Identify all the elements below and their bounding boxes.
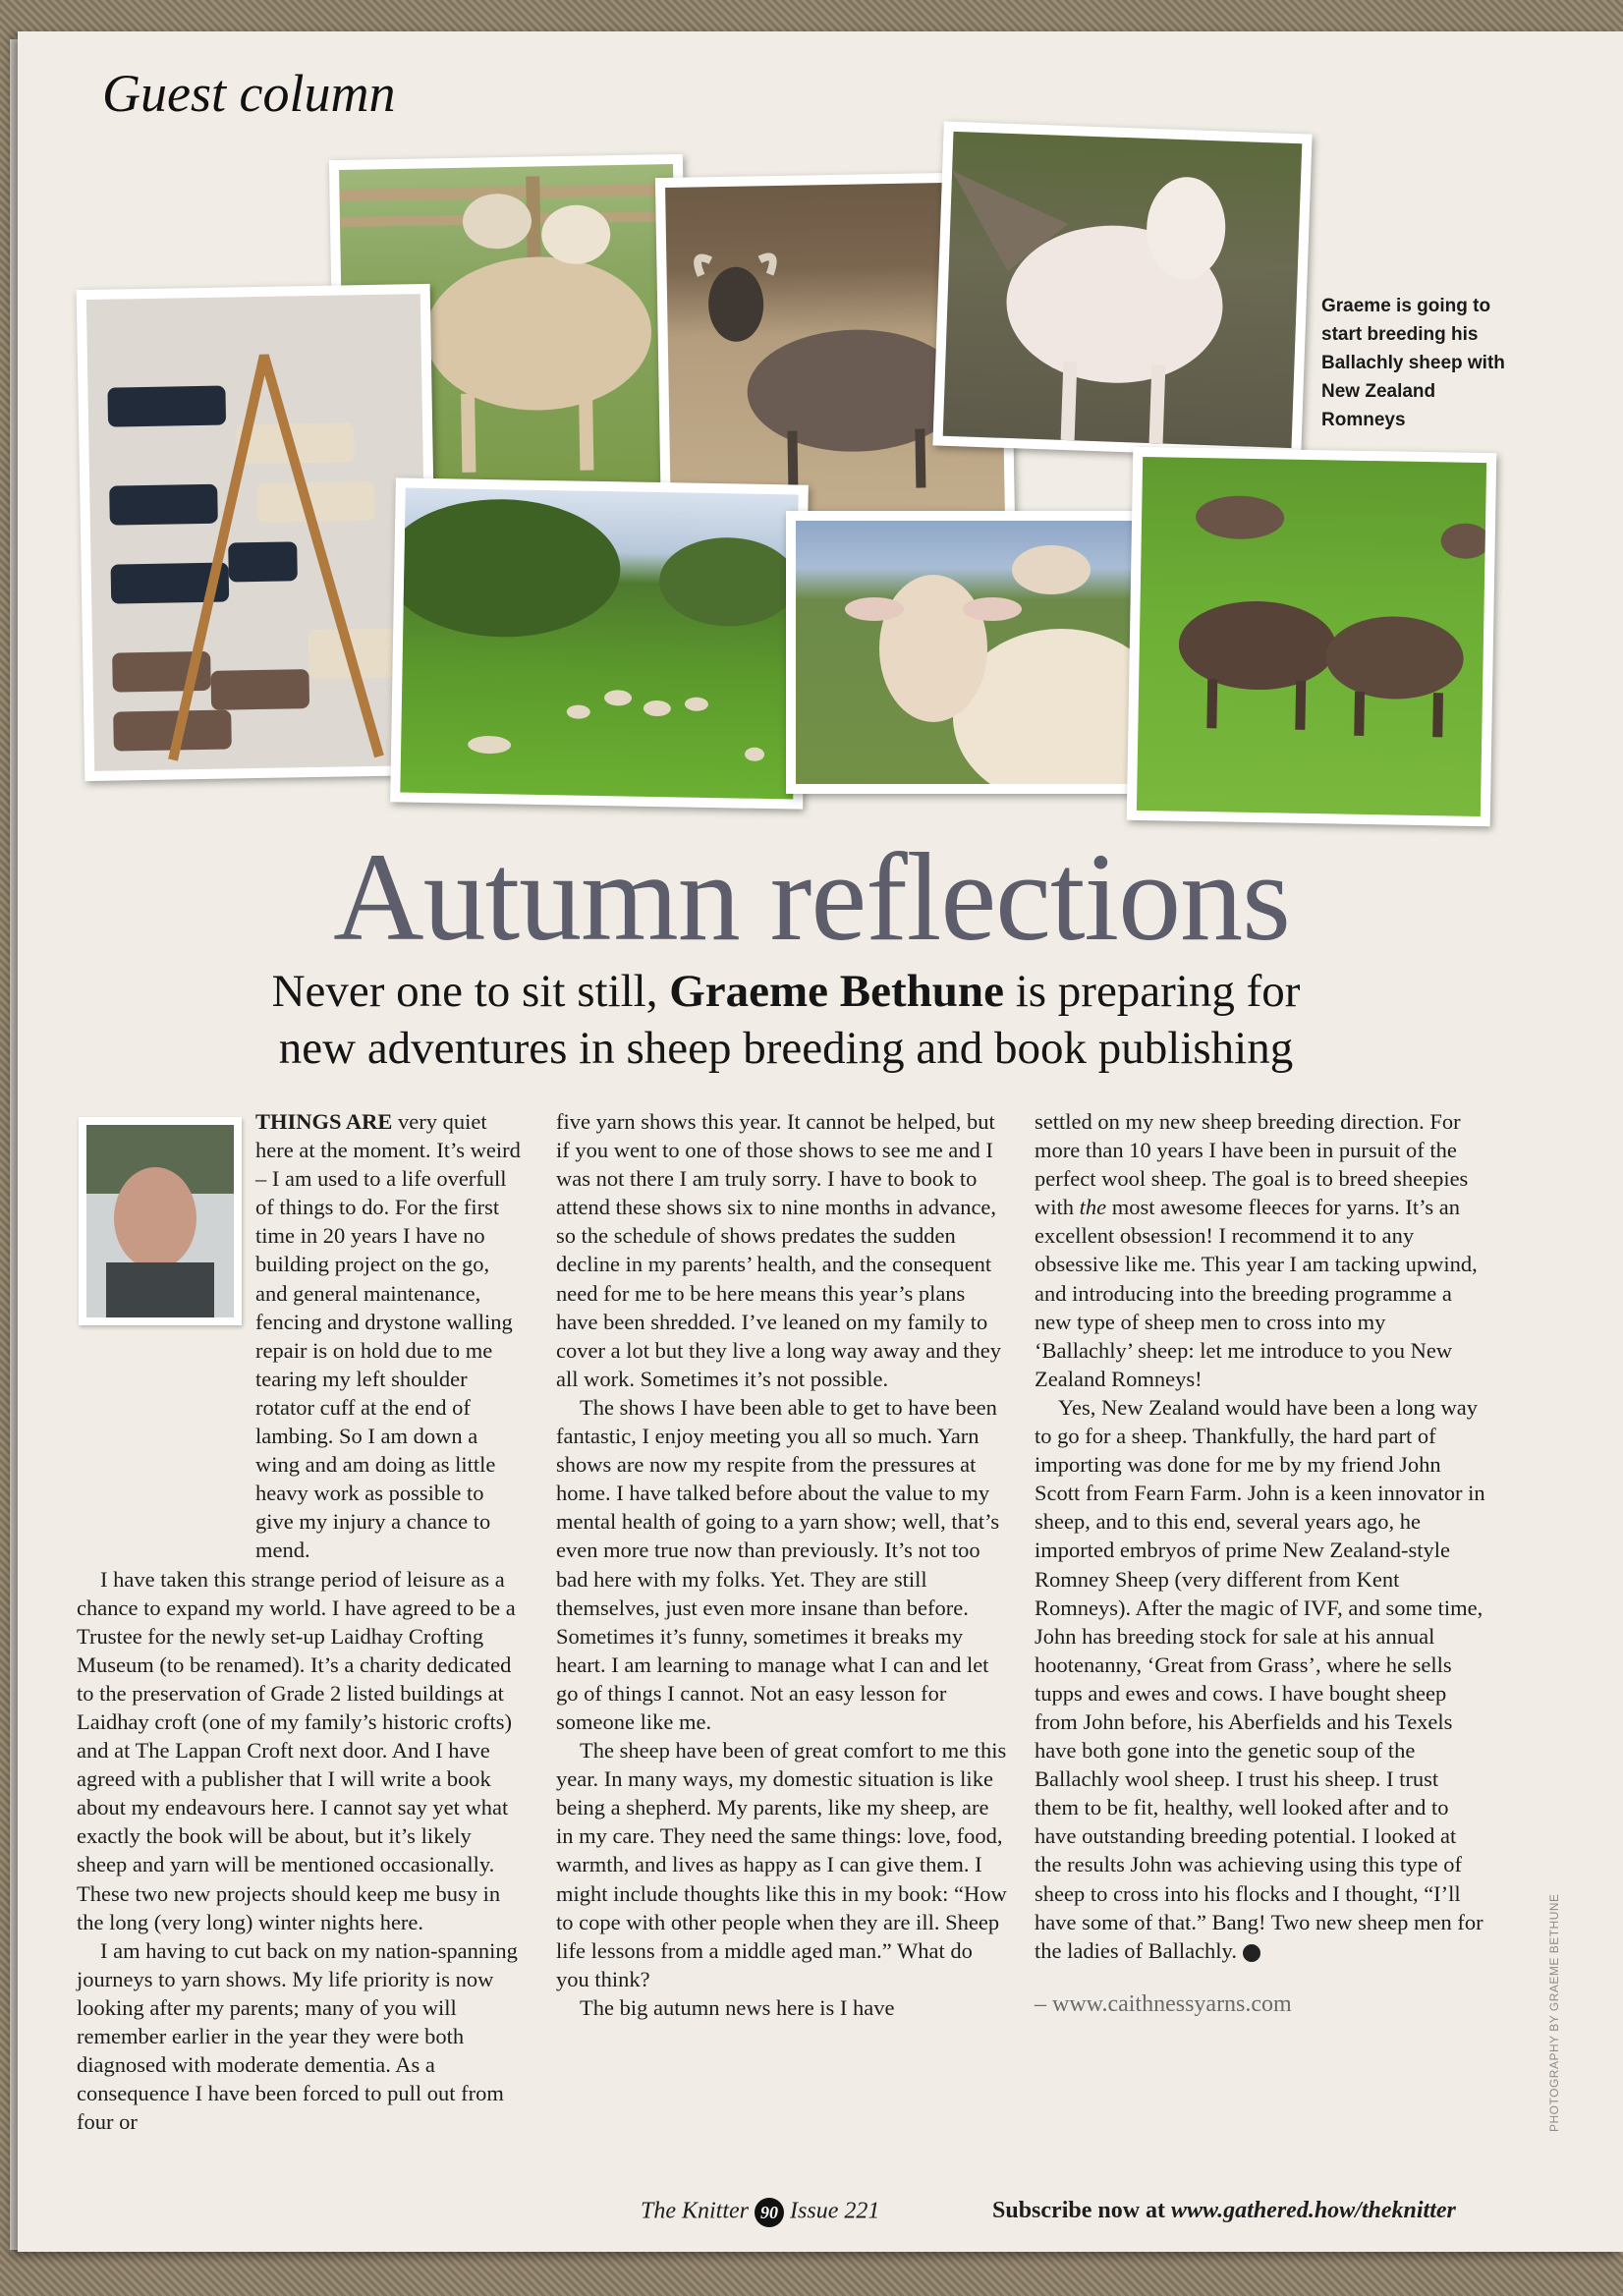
- subscribe-url[interactable]: www.gathered.how/theknitter: [1171, 2198, 1456, 2223]
- lead-paragraph: [255, 1107, 524, 1565]
- col3-para-1: settled on my new sheep breeding direction. For more than 10 years I have been in pursuit of the perfect wool sheep. The goal is to breed sheepies with the most awesome fleeces for yarns. It’s an excellent obsession! I recommend it to any obsessive like me. This year I am tacking upwind, and introducing into the breeding programme a new type of sheep men to cross into my ‘Ballachly’ sheep: let me introduce to you New Zealand Romneys!: [1035, 1109, 1478, 1391]
- col2-para-3: The sheep have been of great comfort to me this year. In many ways, my domestic situation is like being a shepherd. My parents, like my sheep, are in my care. They need the same things: love, food, warmth, and lives as happy as I can give them. I might include thoughts like this in my book: “How to cope with other people when they are ill. Sheep life lessons from a middle aged man.” What do you think?: [556, 1738, 1007, 1991]
- headline: Autumn reflections: [333, 827, 1290, 967]
- col2-para-4: The big autumn news here is I have: [580, 1994, 895, 2020]
- photo-ewe-closeup: [786, 511, 1149, 794]
- col2-para-1: five yarn shows this year. It cannot be helped, but if you went to one of those shows to see me and I was not there I am truly sorry. I have to book to attend these shows six to nine months in advance, so the schedule of shows predates the sudden decline in my parents’ health, and the consequent need for me to be here means this year’s plans have been shredded. I’ve leaned on my family to cover a lot but they live a long way away and they all work. Sometimes it’s not possible.: [556, 1109, 1001, 1391]
- standfirst-line1-post: is preparing for: [1003, 966, 1301, 1017]
- photo-white-ewe: [932, 122, 1312, 459]
- section-label: Guest column: [102, 64, 396, 123]
- end-mark-icon: [1243, 1944, 1260, 1962]
- author-name: Graeme Bethune: [669, 966, 1004, 1017]
- standfirst: [0, 963, 1572, 1077]
- col3-para-2: Yes, New Zealand would have been a long way to go for a sheep. Thankfully, the hard part of importing was done for me by my friend John Scott from Fearn Farm. John is a keen innovator in sheep, and to this end, several years ago, he imported embryos of prime New Zealand-style Romney Sheep (very different from Kent Romneys). After the magic of IVF, and some time, John has breeding stock for sale at his annual hootenanny, ‘Great from Grass’, where he sells tupps and ewes and cows. I have bought sheep from John before, his Aberfields and his Texels have both gone into the genetic soup of the Ballachly wool sheep. I trust his sheep. I trust them to be fit, healthy, well looked after and to have outstanding breeding potential. I looked at the results John was achieving using this type of sheep to cross into his flocks and I thought, “I’ll have some of that.” Bang! Two new sheep men for the ladies of Ballachly.: [1035, 1394, 1485, 1963]
- photo-credit: PHOTOGRAPHY BY GRAEME BETHUNE: [1547, 1893, 1561, 2132]
- magazine-name: The Knitter: [641, 2198, 750, 2224]
- footer-magazine: [641, 2198, 879, 2227]
- col1-para-3: I am having to cut back on my nation-spanning journeys to yarn shows. My life priority is now looking after my parents; many of you will remember earlier in the year they were both diagnosed with moderate dementia. As a consequence I have been forced to pull out from four or: [77, 1937, 518, 2135]
- col2-para-2: The shows I have been able to get to have been fantastic, I enjoy meeting you all so much. Yarn shows are now my respite from the pressures at home. I have talked before about the value to my mental health of going to a yarn show; well, that’s even more true now than previously. It’s not too bad here with my folks. Yet. They are still themselves, just even more insane than before. Sometimes it’s funny, sometimes it breaks my heart. I am learning to manage what I can and let go of things I cannot. Not an easy lesson for someone like me.: [556, 1394, 1000, 1734]
- page-number: 90: [755, 2198, 784, 2227]
- photo-green-hillside: [390, 477, 809, 809]
- photo-brown-sheep-field: [1127, 447, 1497, 826]
- body-column-2: [556, 1107, 1008, 2022]
- issue-number: Issue 221: [790, 2198, 880, 2224]
- body-column-1: [77, 1107, 524, 2136]
- website-link[interactable]: – www.caithnessyarns.com: [1035, 1990, 1292, 2017]
- photo-caption: Graeme is going to start breeding his Ballachly sheep with New Zealand Romneys: [1321, 296, 1505, 430]
- subscribe-text: Subscribe now at: [992, 2198, 1172, 2223]
- body-column-3: [1035, 1107, 1486, 2019]
- photo-yarn-shelves: [77, 284, 439, 781]
- standfirst-line2: new adventures in sheep breeding and book publishing: [278, 1023, 1294, 1074]
- standfirst-line1-pre: Never one to sit still,: [271, 966, 670, 1017]
- col1-para-2: I have taken this strange period of leisure as a chance to expand my world. I have agreed to be a Trustee for the newly set-up Laidhay Crofting Museum (to be renamed). It’s a charity dedicated to the preservation of Grade 2 listed buildings at Laidhay croft (one of my family’s historic crofts) and at The Lappan Croft next door. And I have agreed with a publisher that I will write a book about my endeavours here. I cannot say yet what exactly the book will be about, but it’s likely sheep and yarn will be mentioned occasionally. These two new projects should keep me busy in the long (very long) winter nights here.: [77, 1566, 516, 1934]
- footer-subscribe: [992, 2198, 1456, 2224]
- col1-para-1: very quiet here at the moment. It’s weird – I am used to a life overfull of things to do. For the first time in 20 years I have no building project on the go, and general maintenance, fencing and drystone walling repair is on hold due to me tearing my left shoulder rotator cuff at the end of lambing. So I am down a wing and am doing as little heavy work as possible to give my injury a chance to mend.: [255, 1109, 521, 1563]
- lead-word: THINGS ARE: [255, 1109, 393, 1134]
